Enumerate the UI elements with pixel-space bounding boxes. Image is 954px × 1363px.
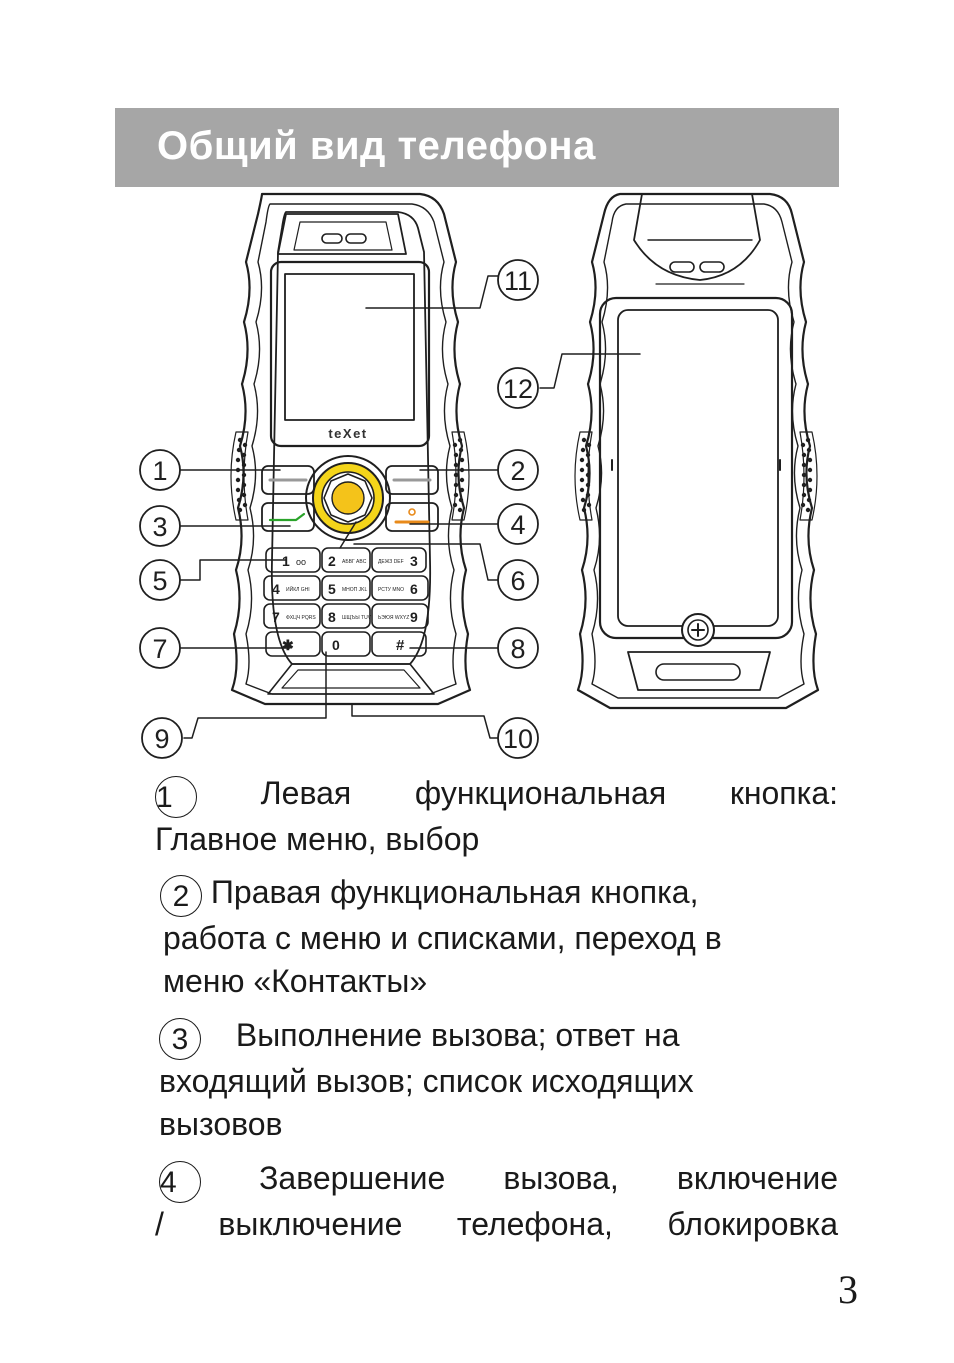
description-3-text: Выполнение вызова; ответ на — [235, 1017, 680, 1053]
callout-1: 1 — [152, 456, 168, 486]
callout-10: 10 — [502, 724, 534, 754]
key-3-sub: ДЕЖЗ DEF — [378, 559, 404, 565]
key-7-sub: ФХЦЧ PQRS — [286, 615, 316, 621]
key-9-sub: ЬЭЮЯ WXYZ — [378, 615, 410, 621]
callout-5: 5 — [152, 566, 168, 596]
phone-back — [575, 194, 818, 708]
key-1-sub: oo — [296, 557, 307, 567]
page-title: Общий вид телефона — [157, 124, 596, 168]
description-4 — [155, 1157, 838, 1246]
brand-logo: teXet — [328, 426, 368, 441]
key-5-sub: МНОП JKL — [342, 587, 368, 593]
callout-7: 7 — [152, 634, 168, 664]
callout-9: 9 — [154, 724, 170, 754]
description-2-line-1 — [160, 871, 840, 917]
key-4-label: 4 — [272, 581, 280, 597]
description-2 — [160, 871, 840, 1003]
description-2-line-2: работа с меню и списками, переход в — [163, 920, 722, 956]
key-hash-label: # — [396, 637, 405, 654]
key-6-sub: РСТУ MNO — [378, 587, 405, 593]
callout-3: 3 — [152, 512, 168, 542]
description-3-line-2: входящий вызов; список исходящих — [159, 1063, 694, 1099]
key-5-label: 5 — [328, 581, 336, 597]
description-3-line-1 — [159, 1014, 839, 1060]
description-2-line-3: меню «Контакты» — [163, 963, 428, 999]
key-3-label: 3 — [410, 553, 418, 569]
callout-4: 4 — [510, 510, 526, 540]
key-4-sub: ИЙКЛ GHI — [286, 587, 310, 593]
key-8-sub: ШЩЪЫ TUV — [342, 615, 372, 621]
key-8-label: 8 — [328, 609, 336, 625]
description-2-number: 2 — [160, 875, 202, 917]
description-1-number: 1 — [155, 776, 197, 818]
key-0-label: 0 — [332, 637, 340, 653]
description-4-number: 4 — [159, 1161, 201, 1203]
page-number: 3 — [838, 1267, 858, 1312]
description-1 — [155, 772, 838, 861]
callout-8: 8 — [510, 634, 526, 664]
key-2-label: 2 — [328, 553, 336, 569]
description-1-text: Левая функциональная кнопка: — [260, 775, 839, 811]
description-1-line-1 — [155, 772, 838, 818]
key-6-label: 6 — [410, 581, 418, 597]
description-4-line-1 — [155, 1157, 838, 1203]
description-4-line-2: / выключение телефона, блокировка — [155, 1206, 838, 1242]
description-3 — [159, 1014, 839, 1146]
key-star-label: ✱ — [282, 637, 294, 653]
key-7-label: 7 — [272, 609, 280, 625]
description-3-number: 3 — [159, 1018, 201, 1060]
key-1-label: 1 — [282, 553, 290, 569]
description-3-line-3: вызовов — [159, 1106, 283, 1142]
callout-6: 6 — [510, 566, 526, 596]
description-2-text: Правая функциональная кнопка, — [210, 874, 699, 910]
callout-11: 11 — [503, 266, 533, 296]
description-4-text: Завершение вызова, включение — [259, 1160, 839, 1196]
callout-2: 2 — [510, 456, 526, 486]
description-1-line-2: Главное меню, выбор — [155, 821, 480, 857]
callout-12: 12 — [502, 374, 534, 404]
phone-front — [231, 194, 470, 704]
key-2-sub: АБВГ ABC — [342, 559, 367, 565]
key-9-label: 9 — [410, 609, 418, 625]
